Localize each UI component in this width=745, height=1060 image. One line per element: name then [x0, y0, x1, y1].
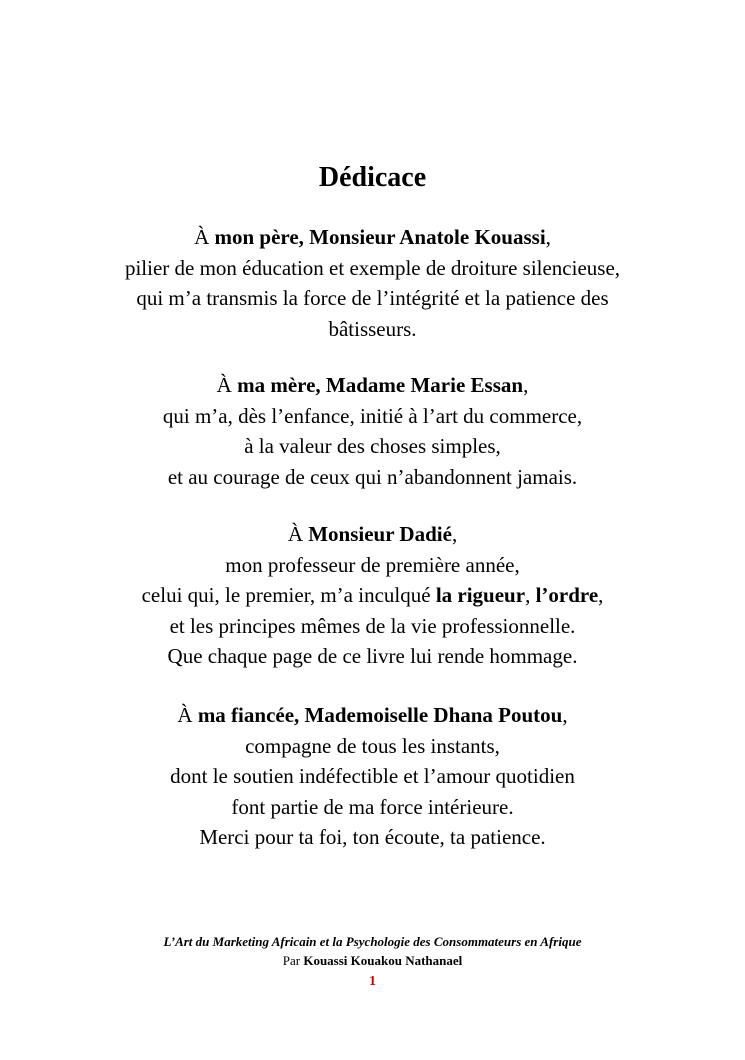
dedicatee-name: ma fiancée, Mademoiselle Dhana Poutou	[197, 703, 563, 727]
dedication-stanza-mother	[0, 370, 745, 492]
stanza-line: Que chaque page de ce livre lui rende hommage.	[167, 644, 578, 668]
line-prefix: À	[194, 225, 215, 249]
stanza-line: et les principes mêmes de la vie professionnelle.	[169, 613, 576, 638]
line-suffix: ,	[598, 583, 604, 607]
line-suffix: ,	[523, 373, 529, 397]
dedicatee-name: ma mère, Madame Marie Essan	[237, 373, 524, 397]
emphasis-rigueur: la rigueur	[435, 583, 526, 607]
stanza-heading-line	[0, 222, 745, 253]
dedication-stanza-father	[0, 222, 745, 344]
line-prefix: À	[177, 703, 198, 727]
line-suffix: ,	[545, 225, 551, 249]
page-footer	[0, 932, 745, 991]
stanza-line: dont le soutien indéfectible et l’amour quotidien	[170, 764, 575, 788]
stanza-line: font partie de ma force intérieure.	[231, 794, 514, 819]
line-prefix: À	[216, 373, 238, 397]
stanza-heading-line	[0, 370, 745, 401]
stanza-line: qui m’a transmis la force de l’intégrité et la patience des	[136, 286, 609, 310]
stanza-line: pilier de mon éducation et exemple de droiture silencieuse,	[124, 255, 621, 280]
stanza-line: qui m’a, dès l’enfance, initié à l’art du commerce,	[162, 403, 583, 428]
line-separator: ,	[525, 583, 536, 607]
stanza-heading-line	[0, 700, 745, 731]
byline-prefix: Par	[282, 953, 304, 968]
stanza-line: compagne de tous les instants,	[245, 733, 500, 758]
stanza-line: bâtisseurs.	[328, 316, 417, 341]
line-prefix: celui qui, le premier, m’a inculqué	[141, 583, 436, 607]
emphasis-ordre: l’ordre	[535, 583, 599, 607]
dedicatee-name: Monsieur Dadié	[308, 522, 452, 546]
dedicatee-name: mon père, Monsieur Anatole Kouassi	[214, 225, 546, 249]
stanza-line: mon professeur de première année,	[225, 552, 520, 577]
line-prefix: À	[287, 522, 309, 546]
line-suffix: ,	[562, 703, 568, 727]
line-suffix: ,	[451, 522, 458, 546]
stanza-heading-line	[0, 519, 745, 550]
author-byline	[0, 951, 745, 970]
dedication-stanza-teacher	[0, 519, 745, 672]
dedication-stanza-fiancee	[0, 700, 745, 853]
page-number: 1	[369, 974, 376, 989]
stanza-line: et au courage de ceux qui n’abandonnent jamais.	[167, 464, 578, 489]
page-title: Dédicace	[318, 162, 427, 193]
stanza-line: à la valeur des choses simples,	[244, 434, 501, 458]
stanza-line: Merci pour ta foi, ton écoute, ta patience.	[199, 825, 546, 849]
book-title: L’Art du Marketing Africain et la Psychologie des Consommateurs en Afrique	[163, 934, 582, 949]
stanza-line-emphasis	[0, 580, 745, 611]
author-name: Kouassi Kouakou Nathanael	[303, 953, 463, 968]
